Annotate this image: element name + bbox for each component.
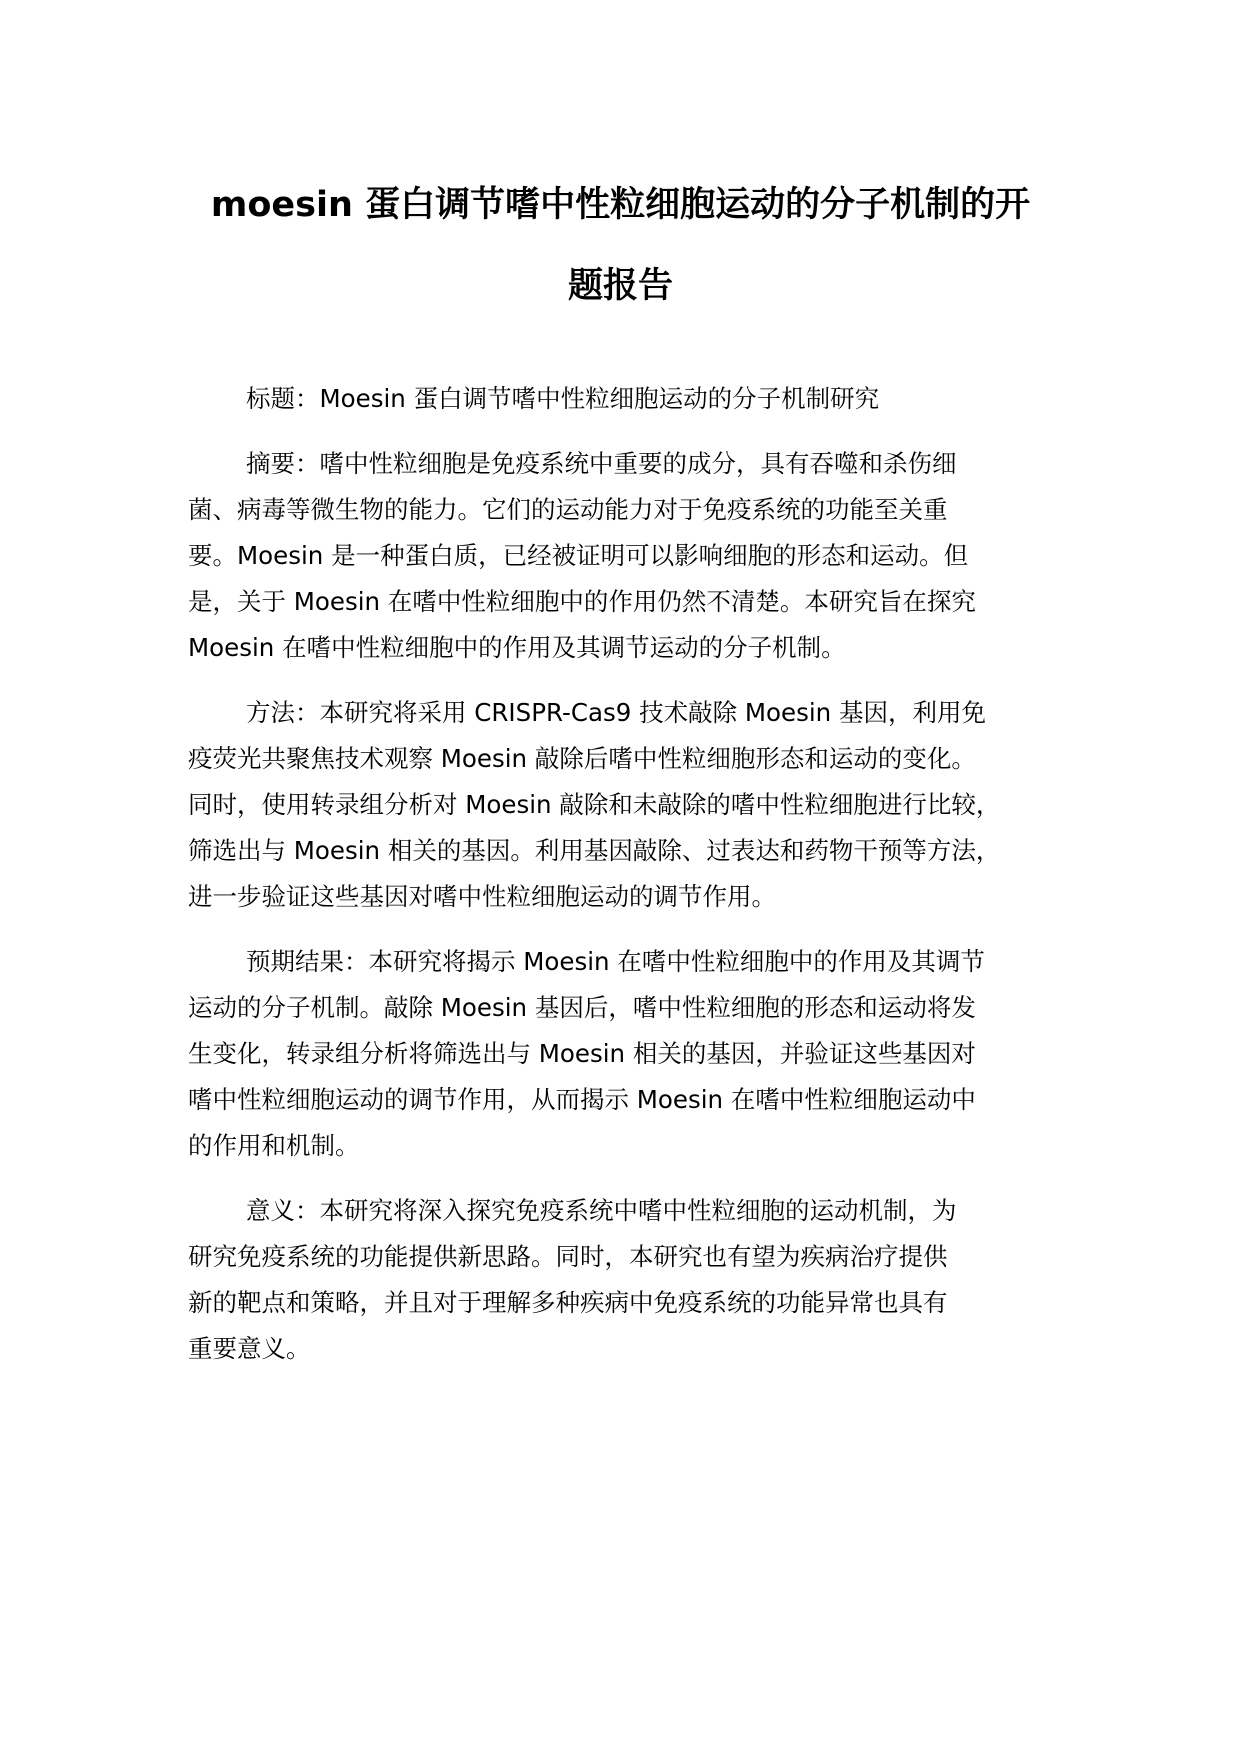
paragraph-line: 要。Moesin 是一种蛋白质，已经被证明可以影响细胞的形态和运动。但 bbox=[188, 541, 969, 570]
methods-paragraph bbox=[188, 690, 1078, 920]
paragraph-line: 的作用和机制。 bbox=[188, 1131, 360, 1160]
paragraph-line: 同时，使用转录组分析对 Moesin 敲除和未敲除的嗜中性粒细胞进行比较， bbox=[188, 790, 1001, 819]
abstract-paragraph bbox=[188, 441, 1078, 671]
paragraph-line: Moesin 在嗜中性粒细胞中的作用及其调节运动的分子机制。 bbox=[188, 633, 846, 662]
expected-results-paragraph bbox=[188, 939, 1078, 1169]
paragraph-line: 意义：本研究将深入探究免疫系统中嗜中性粒细胞的运动机制，为 bbox=[246, 1196, 957, 1225]
paragraph-line: 研究免疫系统的功能提供新思路。同时，本研究也有望为疾病治疗提供 bbox=[188, 1242, 948, 1271]
paragraph-line: 菌、病毒等微生物的能力。它们的运动能力对于免疫系统的功能至关重 bbox=[188, 495, 948, 524]
document-title-line-1: moesin 蛋白调节嗜中性粒细胞运动的分子机制的开 bbox=[210, 185, 1031, 225]
paragraph-line: 标题：Moesin 蛋白调节嗜中性粒细胞运动的分子机制研究 bbox=[246, 384, 880, 413]
paragraph-line: 预期结果：本研究将揭示 Moesin 在嗜中性粒细胞中的作用及其调节 bbox=[246, 947, 985, 976]
paragraph-line: 新的靶点和策略，并且对于理解多种疾病中免疫系统的功能异常也具有 bbox=[188, 1288, 948, 1317]
paragraph-line: 重要意义。 bbox=[188, 1334, 311, 1363]
paragraph-line: 筛选出与 Moesin 相关的基因。利用基因敲除、过表达和药物干预等方法， bbox=[188, 836, 1001, 865]
paragraph-line: 进一步验证这些基因对嗜中性粒细胞运动的调节作用。 bbox=[188, 882, 776, 911]
paragraph-line: 方法：本研究将采用 CRISPR-Cas9 技术敲除 Moesin 基因，利用免 bbox=[246, 698, 986, 727]
document-body bbox=[188, 376, 1078, 1391]
title-paragraph bbox=[188, 376, 1078, 422]
paragraph-line: 摘要：嗜中性粒细胞是免疫系统中重要的成分，具有吞噬和杀伤细 bbox=[246, 449, 957, 478]
paragraph-line: 生变化，转录组分析将筛选出与 Moesin 相关的基因，并验证这些基因对 bbox=[188, 1039, 976, 1068]
paragraph-line: 疫荧光共聚焦技术观察 Moesin 敲除后嗜中性粒细胞形态和运动的变化。 bbox=[188, 744, 976, 773]
document-title-line-2: 题报告 bbox=[567, 266, 673, 306]
paragraph-line: 运动的分子机制。敲除 Moesin 基因后，嗜中性粒细胞的形态和运动将发 bbox=[188, 993, 976, 1022]
significance-paragraph bbox=[188, 1188, 1078, 1372]
paragraph-line: 嗜中性粒细胞运动的调节作用，从而揭示 Moesin 在嗜中性粒细胞运动中 bbox=[188, 1085, 976, 1114]
paragraph-line: 是，关于 Moesin 在嗜中性粒细胞中的作用仍然不清楚。本研究旨在探究 bbox=[188, 587, 976, 616]
